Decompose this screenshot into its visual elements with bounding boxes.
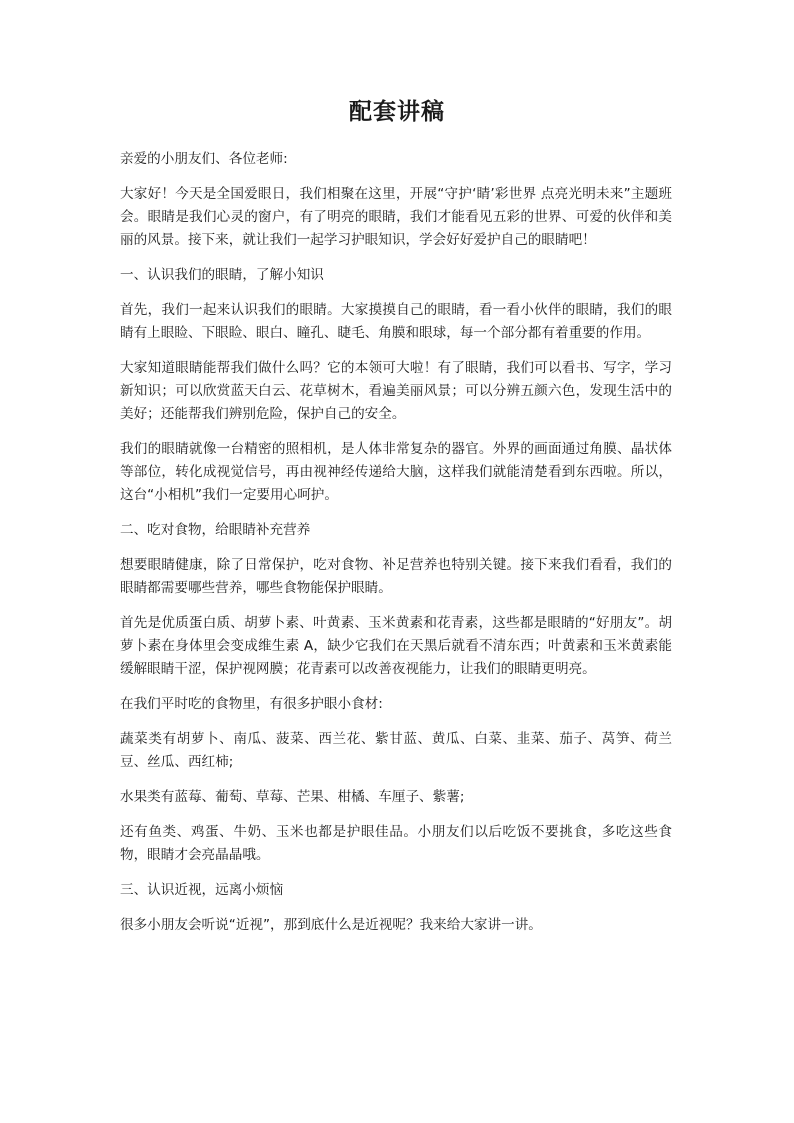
section-heading-3: 三、认识近视，远离小烦恼 bbox=[120, 882, 284, 898]
body-paragraph: 很多小朋友会听说“近视”，那到底什么是近视呢？我来给大家讲一讲。 bbox=[120, 917, 542, 933]
document-title: 配套讲稿 bbox=[349, 99, 445, 125]
body-paragraph: 首先，我们一起来认识我们的眼睛。大家摸摸自己的眼睛，看一看小伙伴的眼睛，我们的眼睛有上眼睑、下眼睑、眼白、瞳孔、睫毛、角膜和眼球，每一个部分都有着重要的作用。 bbox=[120, 302, 672, 341]
body-paragraph: 我们的眼睛就像一台精密的照相机，是人体非常复杂的器官。外界的画面通过角膜、晶状体等部位，转化成视觉信号，再由视神经传递给大脑，这样我们就能清楚看到东西啦。所以，这台“小相机”我们一定要用心呵护。 bbox=[120, 441, 672, 503]
fruits-paragraph: 水果类有蓝莓、葡萄、草莓、芒果、柑橘、车厘子、紫薯; bbox=[120, 789, 465, 805]
section-heading-2: 二、吃对食物，给眼睛补充营养 bbox=[120, 522, 311, 538]
greeting-paragraph: 亲爱的小朋友们、各位老师: bbox=[120, 151, 288, 167]
body-paragraph: 首先是优质蛋白质、胡萝卜素、叶黄素、玉米黄素和花青素，这些都是眼睛的“好朋友”。胡萝卜素在身体里会变成维生素 A，缺少它我们在天黑后就看不清东西；叶黄素和玉米黄素能缓解眼睛干涩，保护视网膜；花青素可以改善夜视能力，让我们的眼睛更明亮。 bbox=[120, 615, 672, 677]
body-paragraph: 在我们平时吃的食物里，有很多护眼小食材: bbox=[120, 696, 383, 712]
body-paragraph: 想要眼睛健康，除了日常保护，吃对食物、补足营养也特别关键。接下来我们看看，我们的眼睛都需要哪些营养，哪些食物能保护眼睛。 bbox=[120, 557, 672, 596]
document-body bbox=[120, 148, 672, 949]
vegetables-paragraph: 蔬菜类有胡萝卜、南瓜、菠菜、西兰花、紫甘蓝、黄瓜、白菜、韭菜、茄子、莴笋、荷兰豆、丝瓜、西红柿; bbox=[120, 731, 672, 770]
intro-paragraph: 大家好！今天是全国爱眼日，我们相聚在这里，开展“守护‘睛’彩世界 点亮光明未来”主题班会。眼睛是我们心灵的窗户，有了明亮的眼睛，我们才能看见五彩的世界、可爱的伙伴和美丽的风景。接下来，就让我们一起学习护眼知识，学会好好爱护自己的眼睛吧！ bbox=[120, 186, 672, 248]
body-paragraph: 还有鱼类、鸡蛋、牛奶、玉米也都是护眼佳品。小朋友们以后吃饭不要挑食，多吃这些食物，眼睛才会亮晶晶哦。 bbox=[120, 824, 672, 863]
body-paragraph: 大家知道眼睛能帮我们做什么吗？它的本领可大啦！有了眼睛，我们可以看书、写字，学习新知识；可以欣赏蓝天白云、花草树木，看遍美丽风景；可以分辨五颜六色，发现生活中的美好；还能帮我们辨别危险，保护自己的安全。 bbox=[120, 360, 672, 422]
section-heading-1: 一、认识我们的眼睛，了解小知识 bbox=[120, 267, 324, 283]
